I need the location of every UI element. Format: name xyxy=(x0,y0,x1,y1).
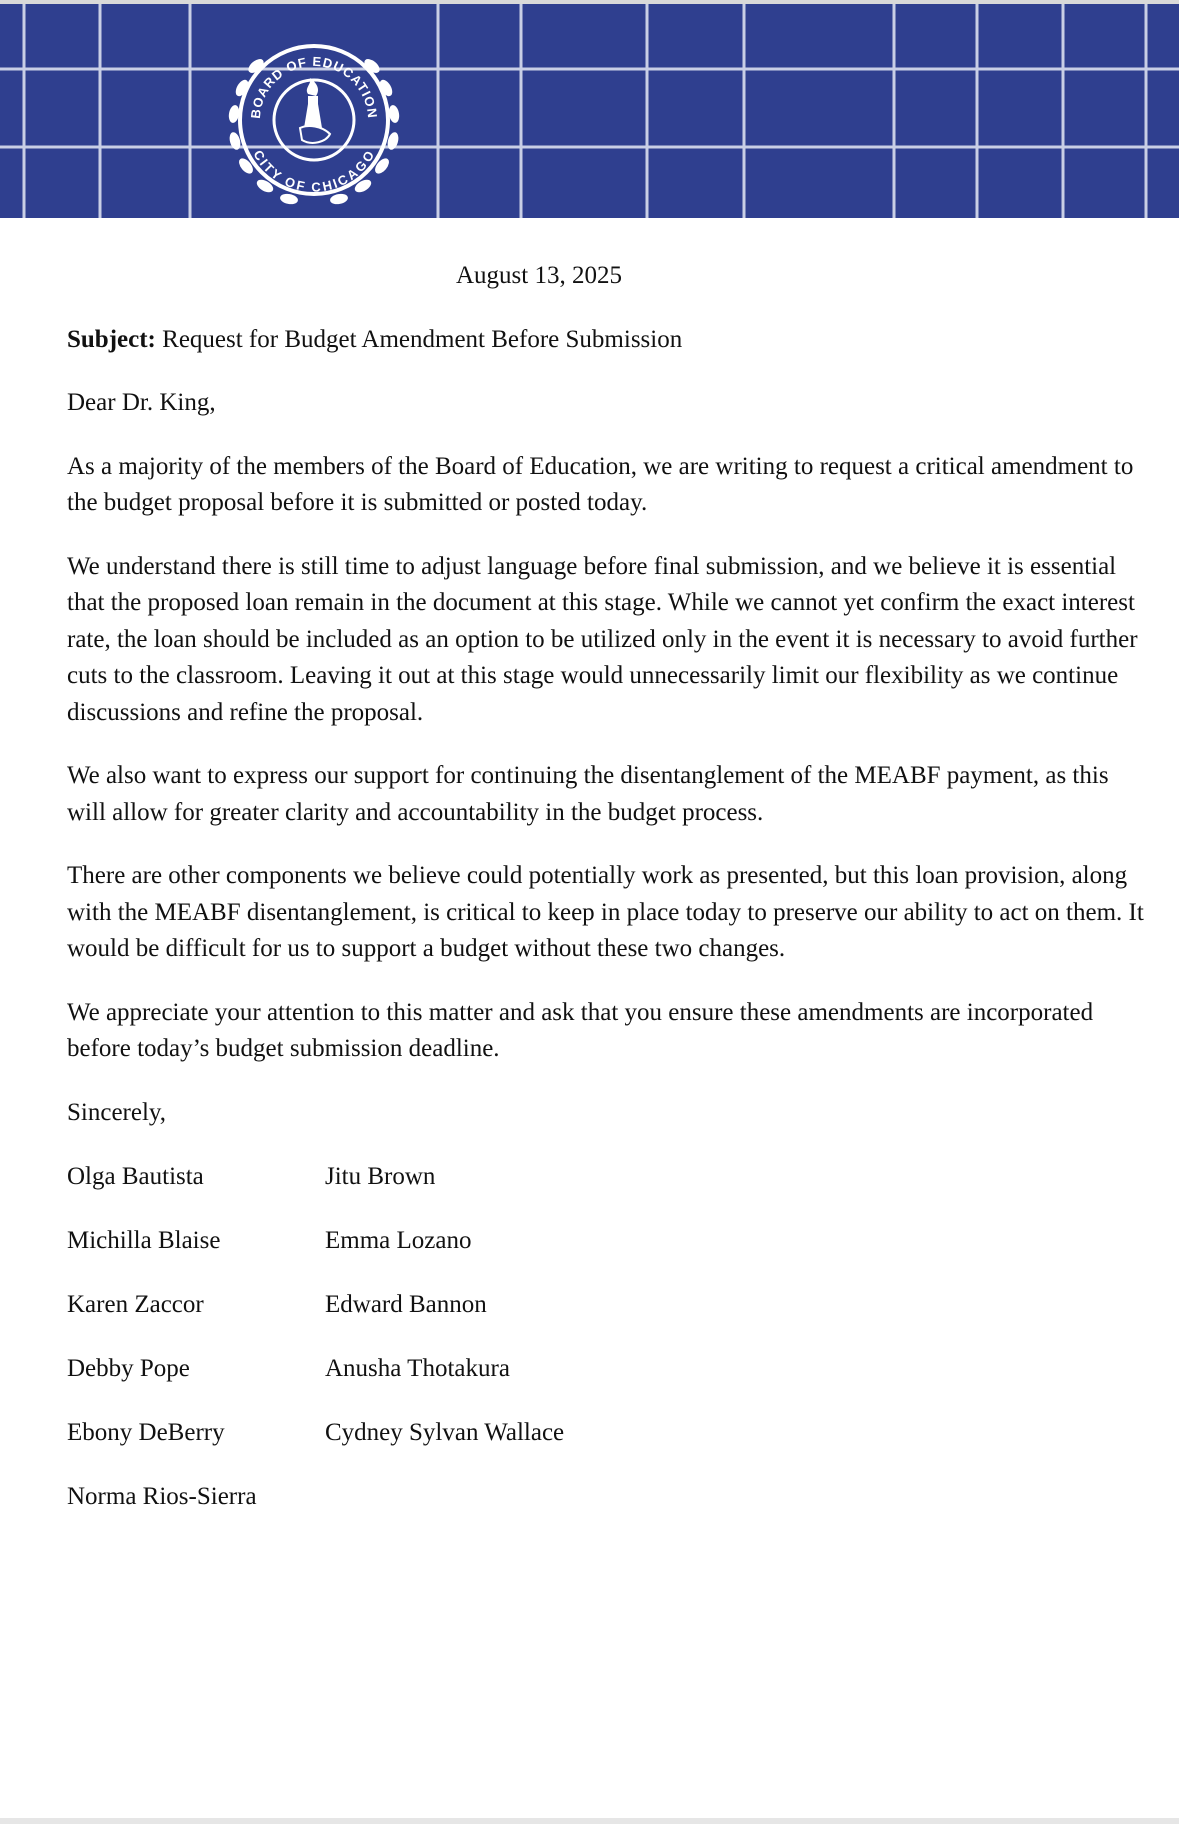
paragraph: We also want to express our support for continuing the disentanglement of the MEABF payment, as this will allow for greater clarity and accountability in the budget process. xyxy=(67,762,1109,826)
board-of-education-seal xyxy=(222,28,406,212)
paragraph: We understand there is still time to adjust language before final submission, and we believe it is essential that the proposed loan remain in the document at this stage. While we cannot yet confirm the exact interest rate, the loan should be included as an option to be utilized only in the event it is necessary to avoid further cuts to the classroom. Leaving it out at this stage would unnecessarily limit our flexibility as we continue discussions and refine the proposal. xyxy=(67,552,1138,726)
paragraph: We appreciate your attention to this matter and ask that you ensure these amendments are incorporated before today’s budget submission deadline. xyxy=(67,998,1094,1062)
page-bottom-edge xyxy=(0,1818,1179,1824)
letter-body xyxy=(67,258,1147,1515)
letter-date: August 13, 2025 xyxy=(456,262,622,289)
subject-label: Subject: xyxy=(67,325,156,353)
signatory-name: Cydney Sylvan Wallace xyxy=(325,1419,565,1446)
signatory-name: Ebony DeBerry xyxy=(67,1419,225,1446)
paragraph: There are other components we believe could potentially work as presented, but this loan provision, along with the MEABF disentanglement, is critical to keep in place today to preserve our ability to act on them. It would be difficult for us to support a budget without these two changes. xyxy=(67,862,1144,962)
banner-grid-pattern xyxy=(0,4,1179,218)
paragraph: As a majority of the members of the Board of Education, we are writing to request a critical amendment to the budget proposal before it is submitted or posted today. xyxy=(67,452,1134,516)
seal-bottom-text: CITY OF CHICAGO xyxy=(250,147,378,195)
closing: Sincerely, xyxy=(67,1098,167,1126)
signatory-name: Debby Pope xyxy=(67,1355,190,1382)
subject-text: Request for Budget Amendment Before Submission xyxy=(155,325,683,353)
torch-icon xyxy=(300,78,330,143)
signatory-name: Karen Zaccor xyxy=(67,1291,204,1318)
signatory-name: Michilla Blaise xyxy=(67,1227,221,1254)
signatory-name: Norma Rios-Sierra xyxy=(67,1483,257,1510)
signatory-name: Jitu Brown xyxy=(325,1163,436,1190)
subject-line xyxy=(67,322,1147,359)
signatory-name: Anusha Thotakura xyxy=(325,1355,510,1382)
header-banner xyxy=(0,0,1179,218)
seal-top-text: BOARD OF EDUCATION xyxy=(247,53,381,120)
signatory-name: Edward Bannon xyxy=(325,1291,487,1318)
signatory-name: Olga Bautista xyxy=(67,1163,204,1190)
signatory-name: Emma Lozano xyxy=(325,1227,472,1254)
signatory-list xyxy=(67,1158,1147,1515)
salutation: Dear Dr. King, xyxy=(67,389,216,416)
